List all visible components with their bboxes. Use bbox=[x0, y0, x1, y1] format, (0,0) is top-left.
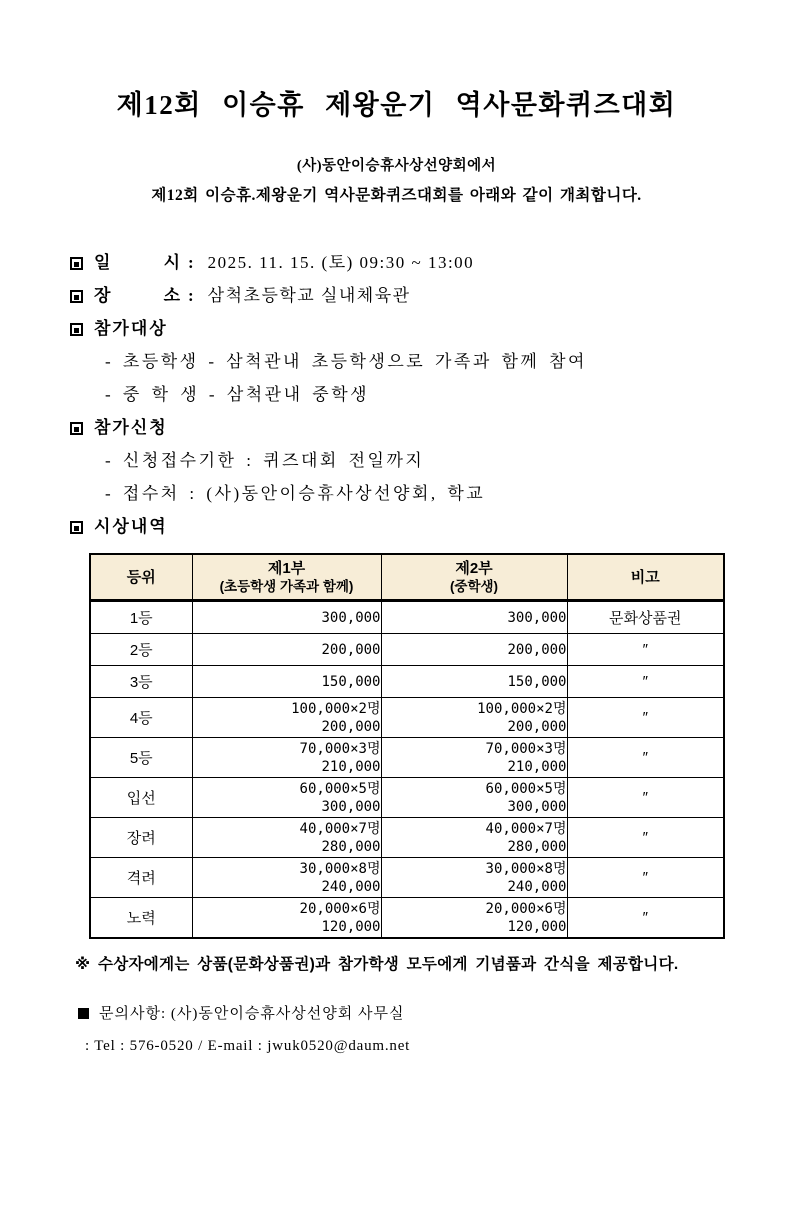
info-label-awards: 시상내역 bbox=[94, 517, 168, 536]
square-bullet-icon bbox=[70, 323, 83, 336]
table-row bbox=[90, 898, 724, 939]
rank-cell: 노력 bbox=[90, 898, 192, 939]
info-label-application: 참가신청 bbox=[94, 418, 168, 437]
part1-cell: 200,000 bbox=[192, 634, 381, 666]
info-value-date: 2025. 11. 15. (토) 09:30 ~ 13:00 bbox=[207, 253, 475, 272]
part2-cell: 40,000×7명 280,000 bbox=[381, 818, 567, 858]
part2-cell: 70,000×3명 210,000 bbox=[381, 738, 567, 778]
application-sub-item-deadline: - 신청접수기한 : 퀴즈대회 전일까지 bbox=[105, 451, 425, 470]
rank-cell: 장려 bbox=[90, 818, 192, 858]
part1-cell: 70,000×3명 210,000 bbox=[192, 738, 381, 778]
part2-cell: 200,000 bbox=[381, 634, 567, 666]
header-part1: 제1부 (초등학생 가족과 함께) bbox=[192, 554, 381, 601]
document-page bbox=[0, 88, 793, 1209]
prize-table bbox=[89, 553, 725, 939]
table-row bbox=[90, 601, 724, 634]
part2-cell: 100,000×2명 200,000 bbox=[381, 698, 567, 738]
table-row bbox=[90, 818, 724, 858]
contact-line bbox=[0, 1004, 793, 1024]
part2-cell: 300,000 bbox=[381, 601, 567, 634]
page-title: 제12회 이승휴 제왕운기 역사문화퀴즈대회 bbox=[116, 90, 677, 120]
note-cell: ″ bbox=[567, 738, 724, 778]
info-item-awards bbox=[0, 510, 793, 543]
part1-cell: 300,000 bbox=[192, 601, 381, 634]
participants-sub-item-middle: - 중 학 생 - 삼척관내 중학생 bbox=[105, 385, 370, 404]
header-rank: 등위 bbox=[90, 554, 192, 601]
subtitle-announcement: 제12회 이승휴.제왕운기 역사문화퀴즈대회를 아래와 같이 개최합니다. bbox=[151, 187, 642, 204]
part1-cell: 150,000 bbox=[192, 666, 381, 698]
part2-cell: 30,000×8명 240,000 bbox=[381, 858, 567, 898]
part2-cell: 20,000×6명 120,000 bbox=[381, 898, 567, 939]
rank-cell: 3등 bbox=[90, 666, 192, 698]
table-row bbox=[90, 858, 724, 898]
square-bullet-icon bbox=[70, 257, 83, 270]
rank-cell: 격려 bbox=[90, 858, 192, 898]
note-cell: ″ bbox=[567, 898, 724, 939]
note-cell: ″ bbox=[567, 778, 724, 818]
part1-cell: 60,000×5명 300,000 bbox=[192, 778, 381, 818]
info-item-application bbox=[0, 411, 793, 444]
note-cell: ″ bbox=[567, 634, 724, 666]
square-bullet-icon bbox=[70, 521, 83, 534]
contact-text: 문의사항: (사)동안이승휴사상선양회 사무실 bbox=[99, 1006, 405, 1022]
note-cell: ″ bbox=[567, 698, 724, 738]
rank-cell: 입선 bbox=[90, 778, 192, 818]
table-row bbox=[90, 778, 724, 818]
table-row bbox=[90, 666, 724, 698]
note-cell: ″ bbox=[567, 858, 724, 898]
info-list bbox=[0, 246, 793, 543]
info-item-participants bbox=[0, 312, 793, 345]
note-cell: 문화상품권 bbox=[567, 601, 724, 634]
colon-separator: : bbox=[188, 286, 194, 305]
part1-cell: 30,000×8명 240,000 bbox=[192, 858, 381, 898]
filled-square-bullet-icon bbox=[78, 1008, 89, 1019]
square-bullet-icon bbox=[70, 290, 83, 303]
info-item-place bbox=[0, 279, 793, 312]
rank-cell: 5등 bbox=[90, 738, 192, 778]
info-value-place: 삼척초등학교 실내체육관 bbox=[207, 286, 411, 305]
note-cell: ″ bbox=[567, 818, 724, 858]
rank-cell: 2등 bbox=[90, 634, 192, 666]
info-label-participants: 참가대상 bbox=[94, 319, 168, 338]
rank-cell: 1등 bbox=[90, 601, 192, 634]
part1-cell: 100,000×2명 200,000 bbox=[192, 698, 381, 738]
header-note: 비고 bbox=[567, 554, 724, 601]
part1-cell: 20,000×6명 120,000 bbox=[192, 898, 381, 939]
part2-cell: 60,000×5명 300,000 bbox=[381, 778, 567, 818]
info-label-place: 장 소 bbox=[94, 286, 180, 305]
square-bullet-icon bbox=[70, 422, 83, 435]
note-cell: ″ bbox=[567, 666, 724, 698]
table-header-row bbox=[90, 554, 724, 601]
rank-cell: 4등 bbox=[90, 698, 192, 738]
prize-provision-note: ※ 수상자에게는 상품(문화상품권)과 참가학생 모두에게 기념품과 간식을 제공합니다. bbox=[75, 956, 679, 973]
table-row bbox=[90, 738, 724, 778]
table-row bbox=[90, 634, 724, 666]
header-part2: 제2부 (중학생) bbox=[381, 554, 567, 601]
table-row bbox=[90, 698, 724, 738]
participants-sub-item-elementary: - 초등학생 - 삼척관내 초등학생으로 가족과 함께 참여 bbox=[105, 352, 587, 371]
part1-cell: 40,000×7명 280,000 bbox=[192, 818, 381, 858]
subtitle-organizer: (사)동안이승휴사상선양회에서 bbox=[296, 158, 497, 174]
info-label-date: 일 시 bbox=[94, 253, 180, 272]
colon-separator: : bbox=[188, 253, 194, 272]
application-sub-item-office: - 접수처 : (사)동안이승휴사상선양회, 학교 bbox=[105, 484, 486, 503]
part2-cell: 150,000 bbox=[381, 666, 567, 698]
info-item-date bbox=[0, 246, 793, 279]
tel-email-line: : Tel : 576-0520 / E-mail : jwuk0520@daum.net bbox=[85, 1038, 411, 1054]
